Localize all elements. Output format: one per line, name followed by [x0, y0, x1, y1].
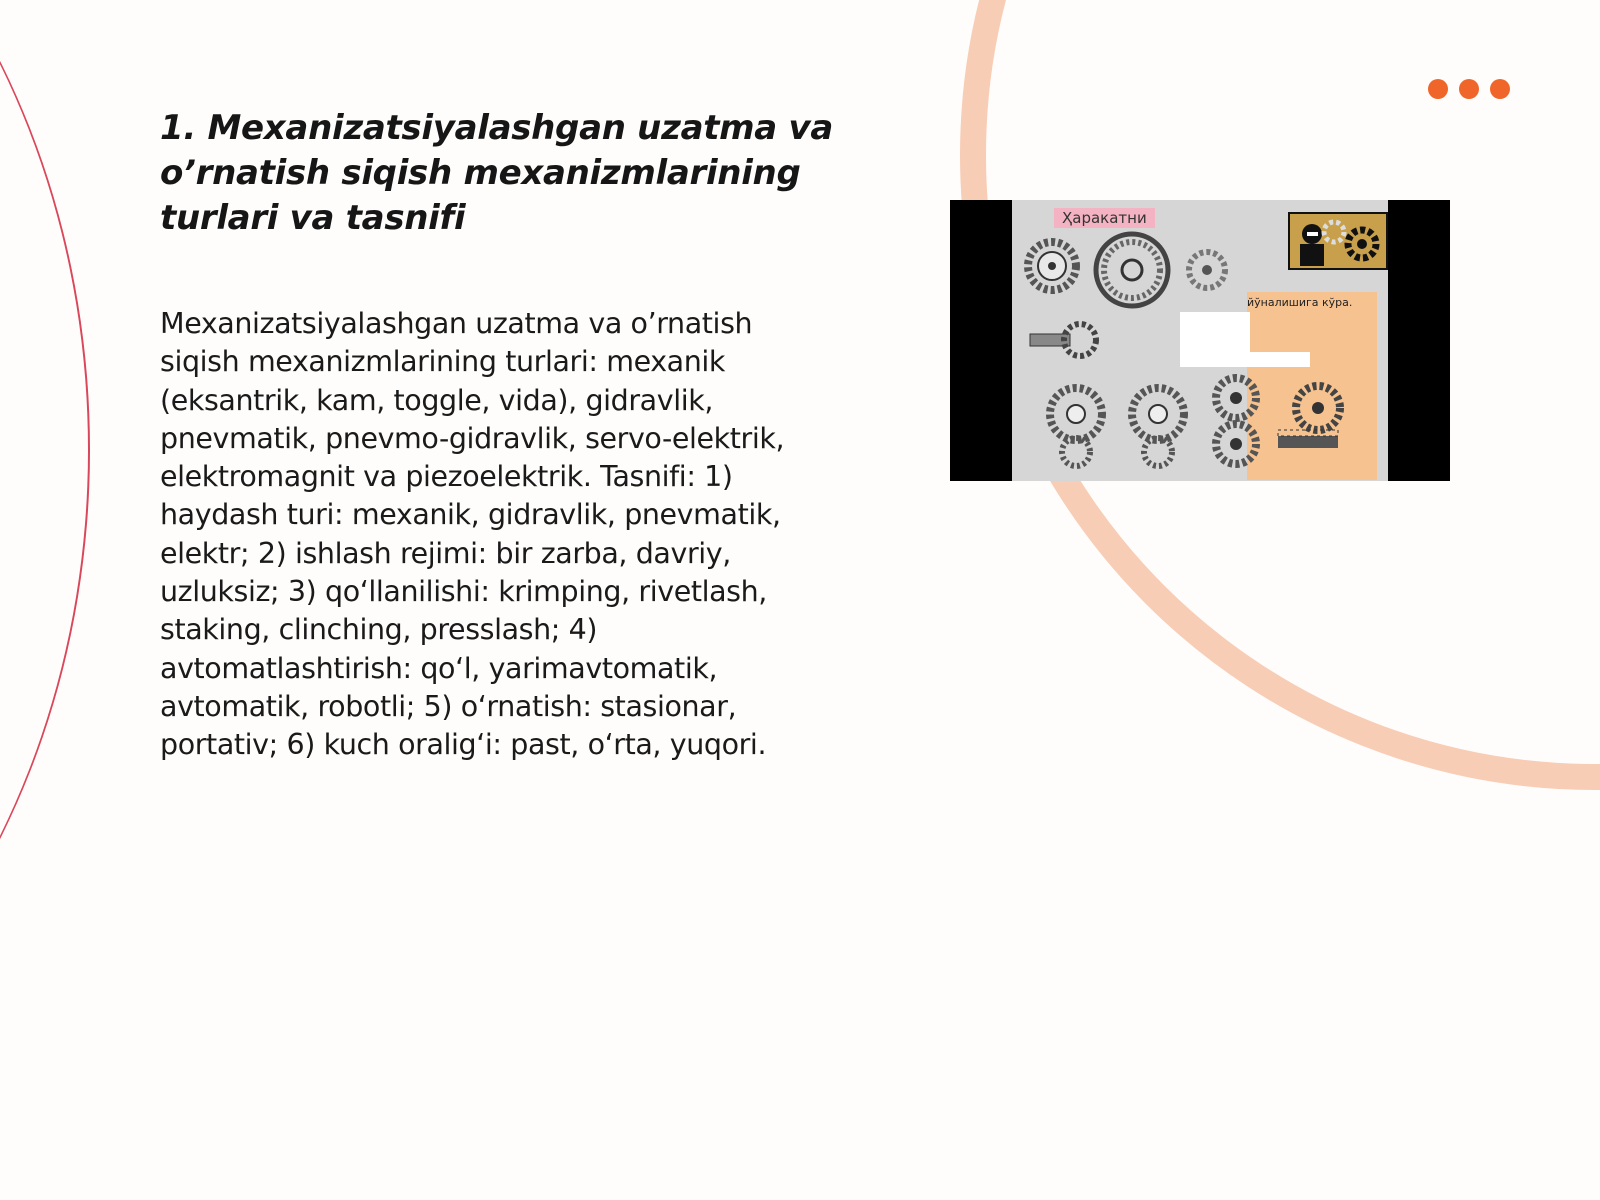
bevel-gear-icon — [1026, 316, 1106, 366]
dot-2 — [1459, 79, 1479, 99]
more-dots-icon — [1428, 79, 1510, 99]
stacked-gears-icon — [1208, 370, 1264, 474]
helical-gear-pair-icon — [1122, 378, 1194, 474]
slide-title: 1. Mexanizatsiyalashgan uzatma va o’rnatish siqish mexanizmlarining turlari va tasnifi — [160, 108, 833, 238]
left-decorative-arc — [0, 0, 90, 1200]
dot-3 — [1490, 79, 1510, 99]
gear-icon — [1020, 234, 1084, 298]
illustration-panel — [1012, 200, 1388, 481]
engineer-gear-icon — [1288, 212, 1388, 270]
rack-pinion-icon — [1274, 380, 1354, 460]
gears-illustration — [950, 200, 1450, 481]
worm-gear-icon — [1182, 240, 1232, 300]
illustration-white-strip — [1180, 352, 1310, 367]
spur-gear-pair-icon — [1040, 378, 1112, 474]
illustration-label-top: Ҳаракатни — [1054, 208, 1155, 228]
slide-body-text: Mexanizatsiyalashgan uzatma va o’rnatish siqish mexanizmlarining turlari: mexanik (eksantrik, kam, toggle, vida), gidravlik, pnevmatik, pnevmo-gidravlik, servo-elektrik, elektromagnit va piezoelektrik. Tasnifi: 1) haydash turi: mexanik, gidravlik, pnevmatik, elektr; 2) ishlash rejimi: bir zarba, davriy, uzluksiz; 3) qo‘llanilishi: krimping, rivetlash, staking, clinching, presslash; 4) avtomatlashtirish: qo‘l, yarimavtomatik, avtomatik, robotli; 5) o‘rnatish: stasionar, portativ; 6) kuch oralig‘i: past, o‘rta, yuqori. — [160, 307, 785, 762]
ring-gear-icon — [1090, 228, 1174, 312]
dot-1 — [1428, 79, 1448, 99]
illustration-label-mid: йўналишига кўра. — [1247, 296, 1353, 309]
person-gear-icon — [1290, 214, 1386, 268]
